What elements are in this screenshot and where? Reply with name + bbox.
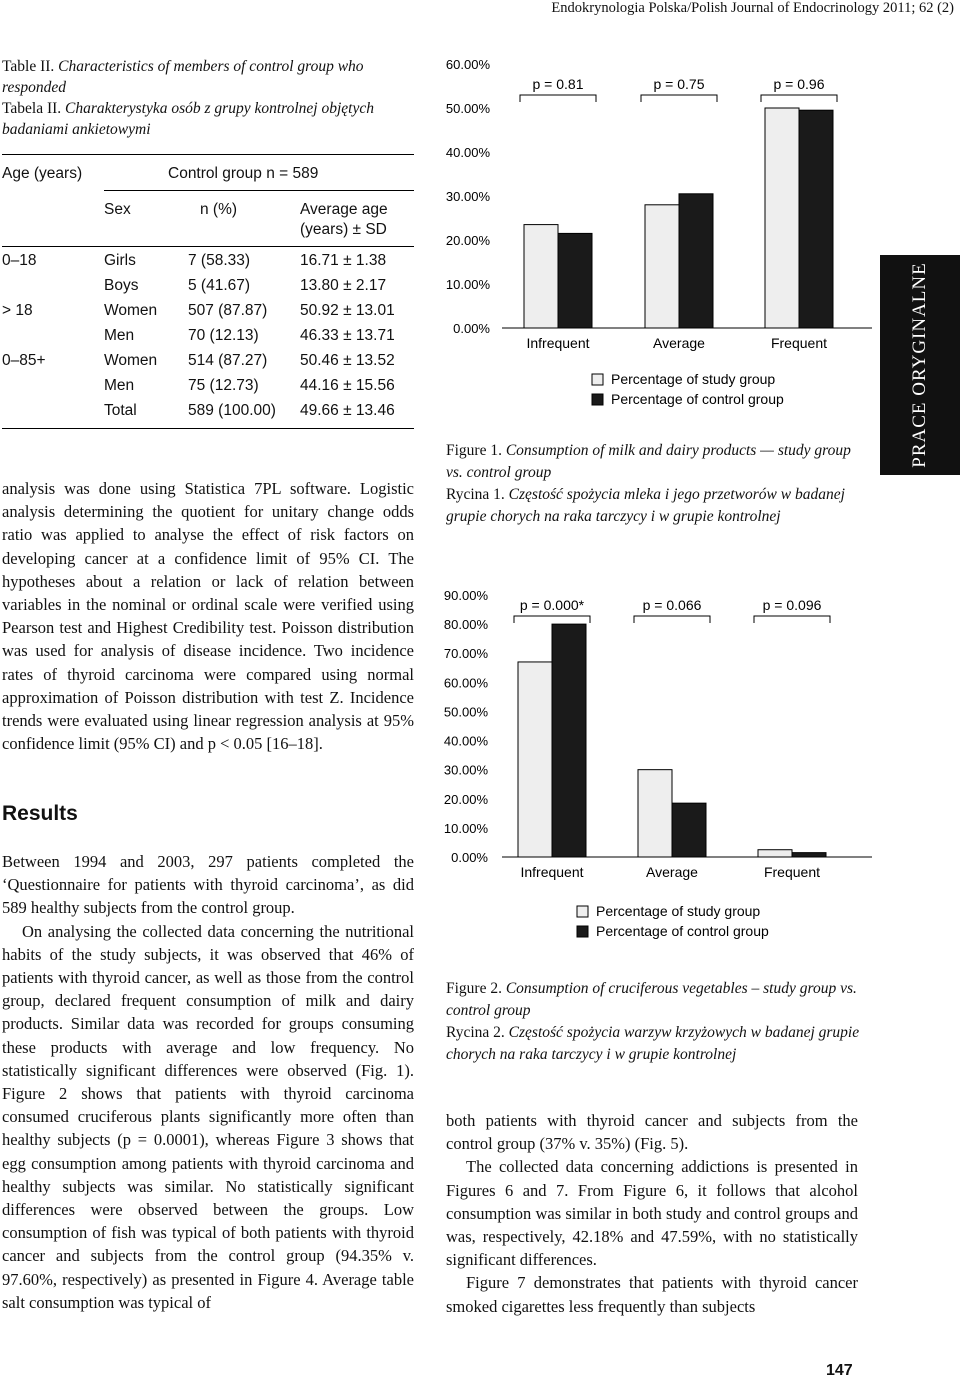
- row-avg: 46.33 ± 13.71: [300, 327, 395, 344]
- right-paragraph-3: Figure 7 demonstrates that patients with thyroid cancer smoked cigarettes less frequently than subjects: [446, 1273, 858, 1316]
- y-tick-label: 10.00%: [445, 277, 490, 292]
- col-header-control: Control group n = 589: [168, 165, 319, 182]
- x-category-label: Average: [646, 864, 698, 880]
- y-tick-label: 30.00%: [445, 189, 490, 204]
- row-sex: Women: [104, 302, 158, 319]
- row-n: 5 (41.67): [188, 277, 251, 294]
- table-rule-bottom: [2, 428, 414, 429]
- results-paragraph-2: On analysing the collected data concerning the nutritional habits of the study subjects, it was observed that 46% of patients with thyroid cancer, as well as those from the control group, declared frequent consumption of milk and dairy products. Similar data was recorded for groups consuming these products with average and low frequency. No statistically significant differences were observed (Fig. 1). Figure 2 shows that patients with thyroid carcinoma consumed cruciferous plants significantly more often than healthy subjects (p = 0.0001), whereas Figure 3 shows that egg consumption among patients with thyroid carcinoma and healthy subjects was similar. No statistically significant differences were observed between the groups. Low consumption of fish was typical of both patients with thyroid cancer and subjects from the control group (94.35% v. 97.60%, respectively) as presented in Figure 4. Average table salt consumption was typical of: [2, 921, 414, 1312]
- figure2-label-pl: Rycina 2.: [446, 1024, 505, 1041]
- figure1-chart: [440, 50, 880, 420]
- x-category-label: Infrequent: [520, 864, 584, 880]
- y-tick-label: 90.00%: [443, 588, 488, 603]
- y-tick-label: 30.00%: [443, 762, 488, 778]
- p-value-bracket: [754, 616, 830, 623]
- x-category-label: Frequent: [770, 335, 828, 351]
- p-value-bracket: [634, 616, 710, 623]
- figure1-plot: [446, 57, 872, 407]
- y-tick-label: 40.00%: [443, 733, 488, 749]
- row-age: 0–85+: [2, 352, 46, 369]
- row-n: 7 (58.33): [188, 252, 251, 269]
- bar: [799, 110, 833, 328]
- bar: [672, 803, 706, 857]
- col-header-avg-2: (years) ± SD: [300, 221, 387, 238]
- p-value-label: p = 0.81: [532, 76, 584, 92]
- figure2-caption: [446, 978, 866, 1066]
- row-avg: 50.92 ± 13.01: [300, 302, 395, 319]
- page-number: 147: [826, 1362, 853, 1379]
- results-section: [2, 850, 414, 1314]
- figure2-label: Figure 2.: [446, 980, 502, 997]
- figure1-caption-text: Consumption of milk and dairy products — study group vs. control group: [446, 442, 851, 481]
- table-caption-pl-label: Tabela II.: [2, 100, 62, 117]
- row-avg: 13.80 ± 2.17: [300, 277, 387, 294]
- results-paragraph-1: Between 1994 and 2003, 297 patients completed the ‘Questionnaire for patients with thyroid carcinoma’, as did 589 healthy subjects from the control group.: [2, 852, 414, 918]
- figure2-caption-text: Consumption of cruciferous vegetables – study group vs. control group: [446, 980, 857, 1019]
- p-value-label: p = 0.066: [642, 597, 702, 613]
- y-tick-label: 60.00%: [445, 57, 490, 72]
- methods-paragraph: [2, 477, 414, 755]
- row-sex: Girls: [104, 252, 136, 269]
- bar: [679, 194, 713, 328]
- row-sex: Boys: [104, 277, 139, 294]
- table-caption-text: Characteristics of members of control group who responded: [2, 58, 364, 96]
- y-tick-label: 10.00%: [443, 820, 488, 836]
- p-value-label: p = 0.75: [653, 76, 705, 92]
- legend-swatch: [592, 374, 603, 385]
- figure1-caption-pl-text: Częstość spożycia mleka i jego przetworów w badanej grupie chorych na raka tarczycy i w grupie kontrolnej: [446, 486, 845, 525]
- bar: [645, 205, 679, 328]
- row-sex: Total: [104, 402, 137, 419]
- figure2-plot: [444, 588, 872, 939]
- legend-label: Percentage of control group: [611, 391, 784, 407]
- legend-label: Percentage of study group: [611, 371, 776, 387]
- legend-label: Percentage of study group: [596, 903, 761, 919]
- row-avg: 16.71 ± 1.38: [300, 252, 387, 269]
- p-value-bracket: [761, 95, 837, 102]
- p-value-bracket: [514, 616, 590, 623]
- bar: [552, 624, 586, 857]
- row-n: 514 (87.27): [188, 352, 268, 369]
- col-header-n: n (%): [200, 201, 238, 218]
- x-category-label: Infrequent: [526, 335, 590, 351]
- y-tick-label: 80.00%: [443, 617, 488, 633]
- bar: [765, 108, 799, 328]
- figure1-label-pl: Rycina 1.: [446, 486, 505, 503]
- row-avg: 44.16 ± 15.56: [300, 377, 395, 394]
- y-tick-label: 60.00%: [443, 675, 488, 691]
- p-value-bracket: [520, 95, 596, 102]
- right-paragraph-2: The collected data concerning addictions is presented in Figures 6 and 7. From Figure 6, it follows that alcohol consumption was similar in both study and control groups and was, respectively, 42.18% and 47.59%, with no statistically significant differences.: [446, 1157, 858, 1270]
- side-tab-label: PRACE ORYGINALNE: [909, 262, 930, 468]
- legend-label: Percentage of control group: [596, 923, 769, 939]
- bar: [524, 225, 558, 328]
- table-caption: [2, 56, 417, 140]
- bar: [518, 662, 552, 857]
- row-n: 507 (87.87): [188, 302, 268, 319]
- y-tick-label: 40.00%: [445, 145, 490, 160]
- figure2-chart: [440, 580, 880, 950]
- y-tick-label: 0.00%: [451, 850, 488, 865]
- table-caption-label: Table II.: [2, 58, 55, 75]
- p-value-bracket: [641, 95, 717, 102]
- figure1-caption: [446, 440, 866, 528]
- legend-swatch: [577, 926, 588, 937]
- table-rule-top: [2, 154, 414, 155]
- bar: [638, 770, 672, 857]
- p-value-label: p = 0.96: [773, 76, 825, 92]
- results-heading: Results: [2, 802, 78, 825]
- row-avg: 50.46 ± 13.52: [300, 352, 395, 369]
- running-header: Endokrynologia Polska/Polish Journal of Endocrinology 2011; 62 (2): [551, 0, 954, 16]
- col-header-age: Age (years): [2, 165, 83, 182]
- bar: [792, 853, 826, 857]
- right-column-text: [446, 1109, 858, 1318]
- bar: [558, 233, 592, 328]
- row-sex: Women: [104, 352, 158, 369]
- figure1-label: Figure 1.: [446, 442, 502, 459]
- table-caption-pl-text: Charakterystyka osób z grupy kontrolnej objętych badaniami ankietowymi: [2, 100, 374, 138]
- bar: [758, 850, 792, 857]
- y-tick-label: 50.00%: [443, 704, 488, 720]
- y-tick-label: 20.00%: [443, 791, 488, 807]
- row-avg: 49.66 ± 13.46: [300, 402, 395, 419]
- row-age: > 18: [2, 302, 33, 319]
- row-n: 589 (100.00): [188, 402, 276, 419]
- row-sex: Men: [104, 327, 135, 344]
- y-tick-label: 20.00%: [445, 233, 490, 248]
- figure2-caption-pl-text: Częstość spożycia warzyw krzyżowych w badanej grupie chorych na raka tarczycy i w grupie kontrolnej: [446, 1024, 860, 1063]
- y-tick-label: 0.00%: [453, 321, 490, 336]
- x-category-label: Frequent: [763, 864, 821, 880]
- p-value-label: p = 0.096: [762, 597, 822, 613]
- x-category-label: Average: [653, 335, 705, 351]
- y-tick-label: 50.00%: [445, 101, 490, 116]
- p-value-label: p = 0.000*: [519, 597, 585, 613]
- row-n: 70 (12.13): [188, 327, 259, 344]
- section-side-tab: [880, 255, 960, 475]
- col-header-avg: Average age: [300, 201, 388, 218]
- legend-swatch: [577, 906, 588, 917]
- table-rule-mid: [2, 246, 414, 247]
- col-header-sex: Sex: [104, 201, 131, 218]
- row-sex: Men: [104, 377, 135, 394]
- right-paragraph-1: both patients with thyroid cancer and subjects from the control group (37% v. 35%) (Fig. 5).: [446, 1111, 858, 1154]
- table-rule-sub: [104, 190, 414, 191]
- row-n: 75 (12.73): [188, 377, 259, 394]
- methods-text: analysis was done using Statistica 7PL software. Logistic analysis determining the quotient for unitary change odds ratio was applied to analyse the effect of risk factors on developing cancer at a confidence limit of 95% CI. The hypotheses about a relation or lack of relation between variables in the nominal or ordinal scale were verified using Pearson test and Highest Credibility test. Poisson distribution was used for analysis of disease incidence. Two incidence rates of thyroid carcinoma were compared using normal approximation of Poisson distribution with test Z. Incidence trends were evaluated using linear regression analysis at 95% confidence limit (95% CI) and p < 0.05 [16–18].: [2, 479, 414, 754]
- row-age: 0–18: [2, 252, 37, 269]
- legend-swatch: [592, 394, 603, 405]
- y-tick-label: 70.00%: [443, 646, 488, 662]
